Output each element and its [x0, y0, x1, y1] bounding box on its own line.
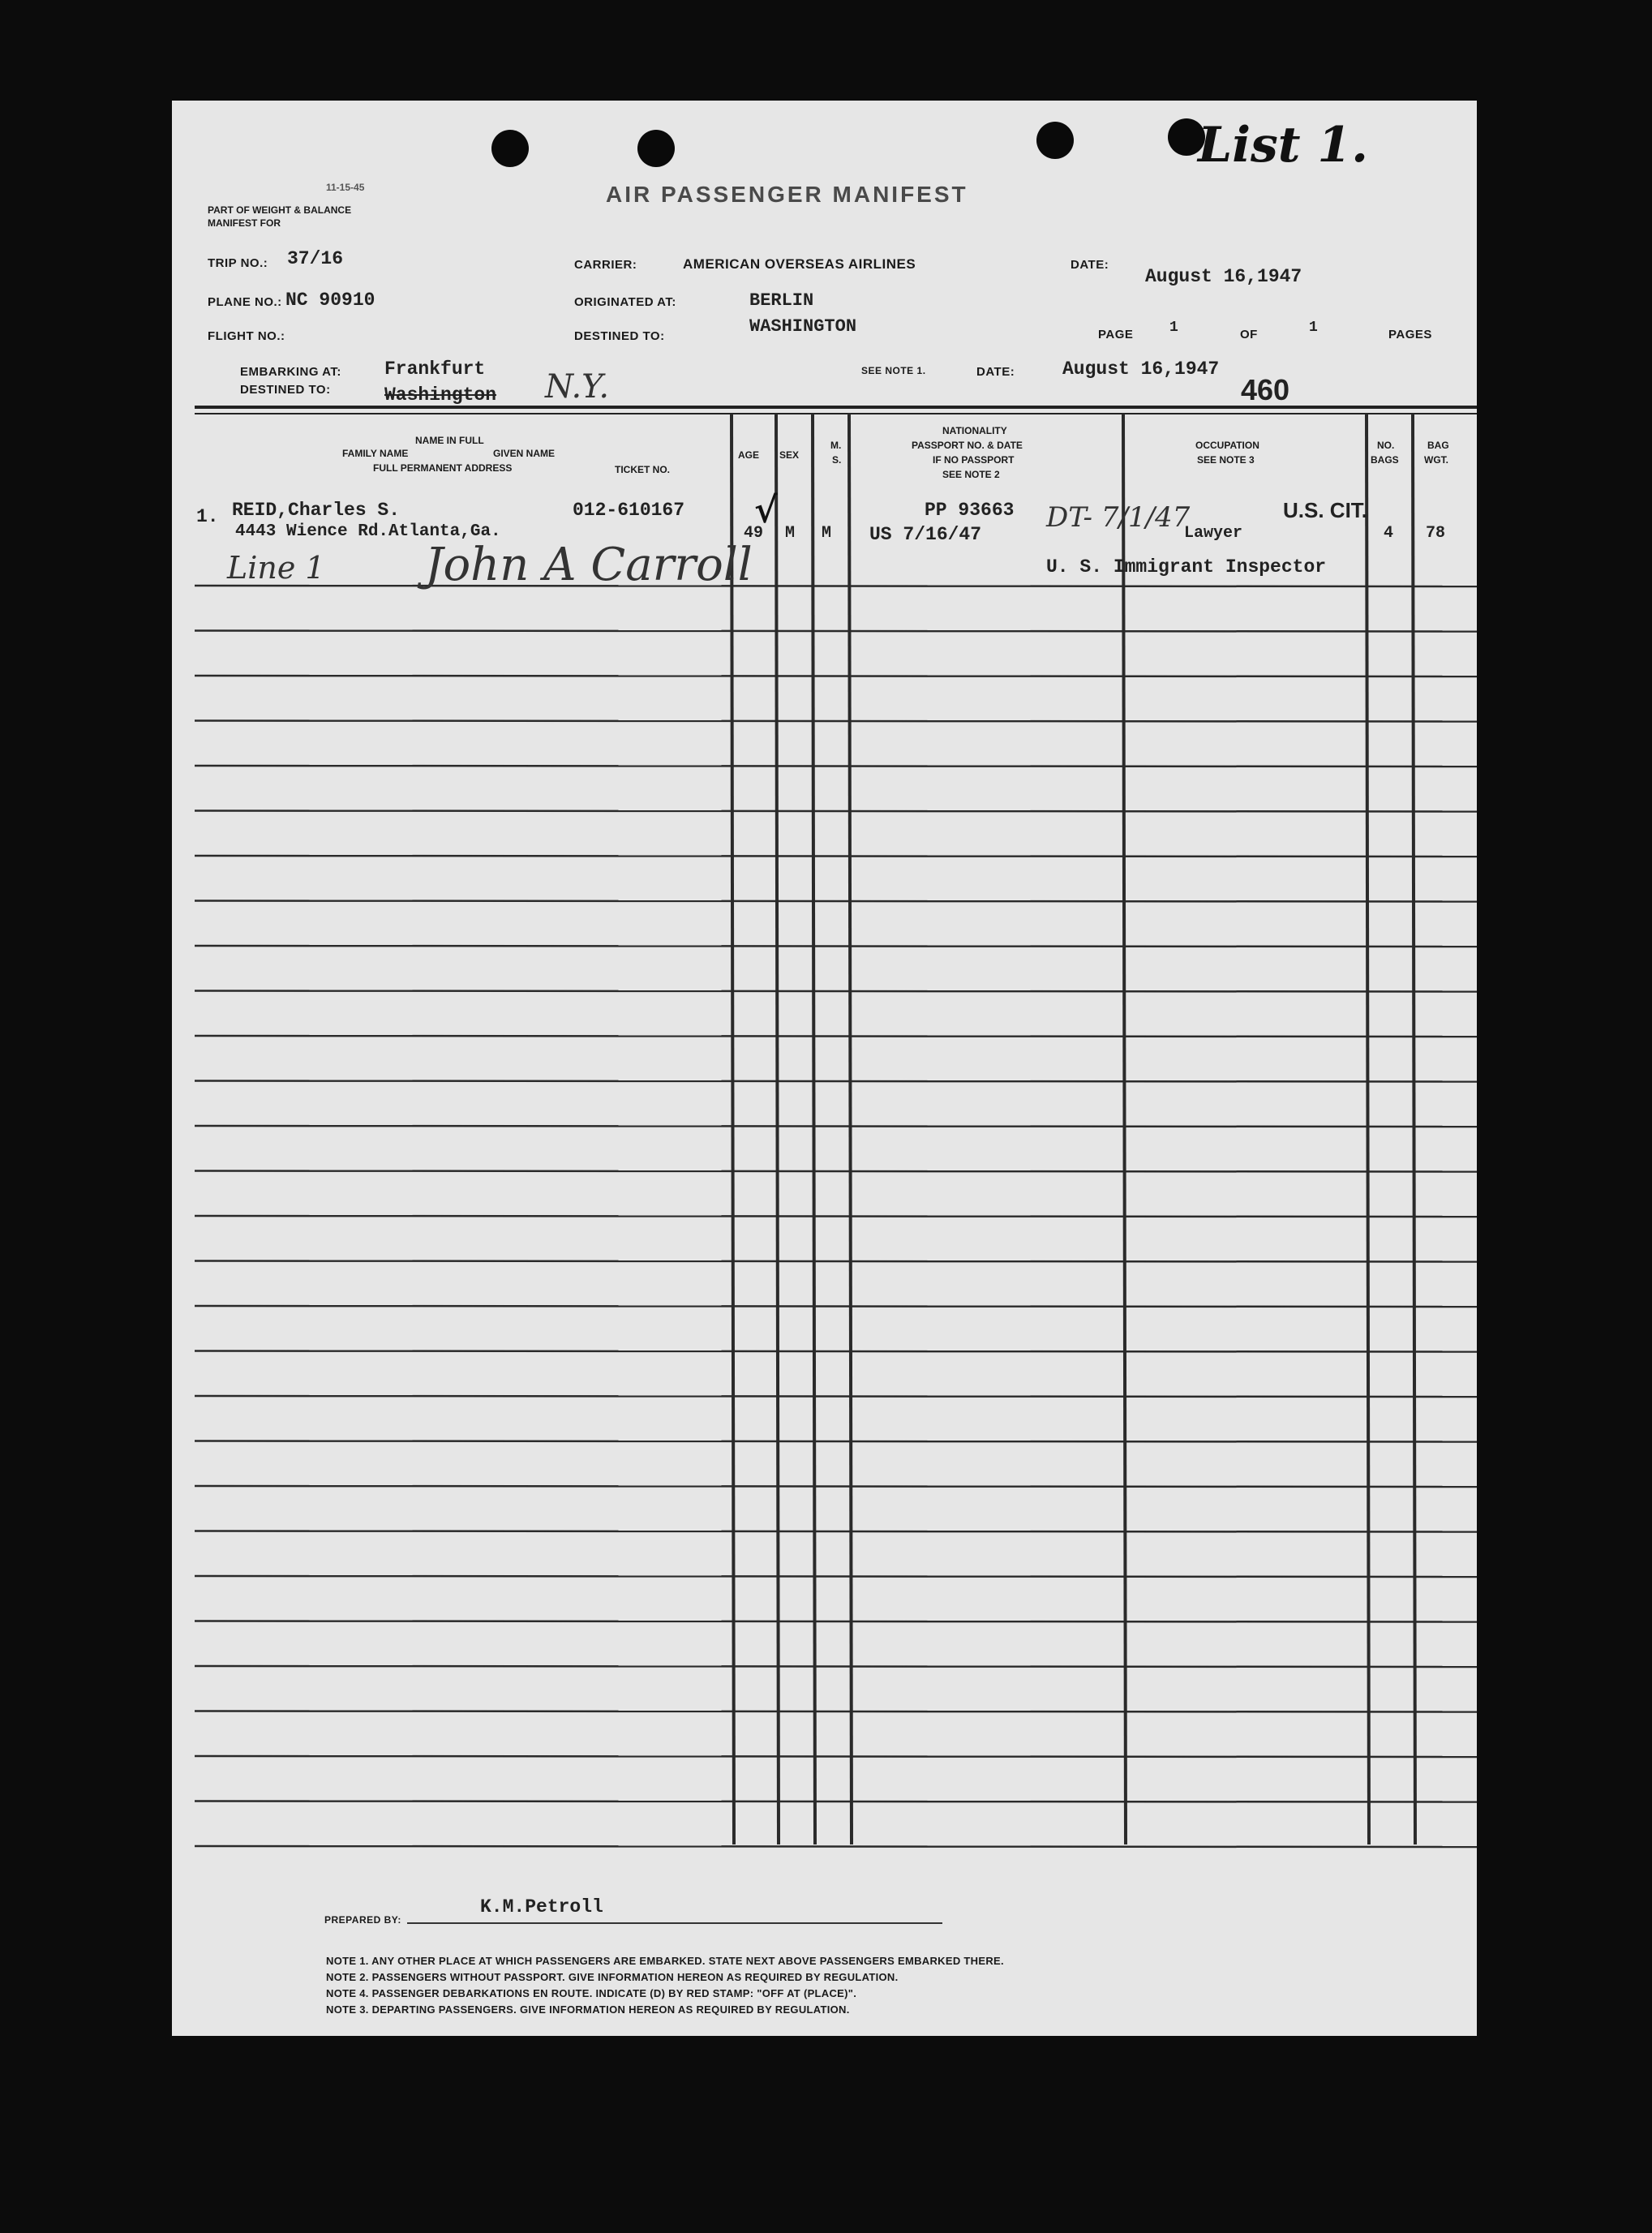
row-rule: [195, 631, 1477, 632]
row-rule: [195, 1801, 1477, 1802]
page-value: 1: [1169, 320, 1178, 336]
date-label: DATE:: [1071, 258, 1109, 272]
row-rule: [195, 1846, 1477, 1847]
ms-header-line2: S.: [832, 454, 842, 466]
row-rule: [195, 1171, 1477, 1172]
flight-label: FLIGHT NO.:: [208, 329, 285, 343]
prepared-by-label: PREPARED BY:: [324, 1914, 401, 1926]
nationality-header-2: PASSPORT NO. & DATE: [912, 440, 1023, 451]
passenger-bag-weight: 78: [1426, 524, 1446, 543]
name-header-address: FULL PERMANENT ADDRESS: [373, 462, 513, 474]
row-rule: [195, 991, 1477, 992]
destined2-value: Washington: [384, 384, 497, 406]
row-rule: [195, 946, 1477, 947]
bags-header-1: NO.: [1377, 440, 1395, 451]
row-rule: [195, 1081, 1477, 1082]
plane-label: PLANE NO.:: [208, 295, 282, 309]
sex-check-mark: √: [754, 490, 778, 531]
row-rule: [195, 1441, 1477, 1442]
passenger-marital: M: [822, 524, 832, 543]
row-rule: [195, 766, 1477, 767]
prepared-by-rule: [407, 1922, 942, 1924]
part-of-line2: MANIFEST FOR: [208, 217, 281, 229]
passenger-address: 4443 Wience Rd.Atlanta,Ga.: [235, 522, 501, 541]
note-4: NOTE 4. PASSENGER DEBARKATIONS EN ROUTE. INDICATE (D) BY RED STAMP: "OFF AT (PLACE)".: [326, 1987, 857, 1999]
row-rule: [195, 1621, 1477, 1622]
stamp-number: 460: [1241, 373, 1290, 406]
ms-header-line1: M.: [830, 440, 842, 451]
row-rule: [195, 1351, 1477, 1352]
passenger-passport: PP 93663: [925, 500, 1015, 521]
row-rule: [195, 1216, 1477, 1217]
row-rule: [195, 901, 1477, 902]
row-rule: [195, 1711, 1477, 1712]
inspector-title: U. S. Immigrant Inspector: [1046, 556, 1327, 578]
trip-label: TRIP NO.:: [208, 256, 268, 270]
occupation-header-2: SEE NOTE 3: [1197, 454, 1255, 466]
passenger-age: 49: [744, 524, 764, 543]
passenger-number: 1.: [196, 506, 219, 527]
of-value: 1: [1309, 320, 1318, 336]
see-note-label: SEE NOTE 1.: [861, 365, 926, 376]
nationality-header-1: NATIONALITY: [942, 425, 1007, 436]
row-rule: [195, 1486, 1477, 1487]
row-rule: [195, 1756, 1477, 1757]
row-rule: [195, 1666, 1477, 1667]
date2-label: DATE:: [976, 365, 1015, 379]
row-rule: [195, 1306, 1477, 1307]
weight-header-1: BAG: [1427, 440, 1449, 451]
name-header-given: GIVEN NAME: [493, 448, 556, 459]
row-rule: [195, 1126, 1477, 1127]
row-rule: [195, 811, 1477, 812]
carrier-label: CARRIER:: [574, 258, 637, 272]
row-rule: [195, 1531, 1477, 1532]
passenger-bags: 4: [1384, 524, 1394, 543]
manifest-page: [172, 101, 1477, 2036]
row-rule: [195, 1036, 1477, 1037]
passenger-occupation: Lawyer: [1184, 524, 1243, 543]
row-rule: [195, 1396, 1477, 1397]
embarking-label: EMBARKING AT:: [240, 365, 341, 379]
row-rules: [195, 586, 1477, 1847]
bags-header-2: BAGS: [1371, 454, 1399, 466]
column-rules: [732, 414, 1415, 1844]
note-2: NOTE 2. PASSENGERS WITHOUT PASSPORT. GIVE INFORMATION HEREON AS REQUIRED BY REGULATION.: [326, 1971, 899, 1983]
ticket-header: TICKET NO.: [615, 464, 670, 475]
page-title: AIR PASSENGER MANIFEST: [606, 182, 968, 207]
originated-label: ORIGINATED AT:: [574, 295, 676, 309]
pages-label: PAGES: [1388, 328, 1432, 341]
date2-value: August 16,1947: [1062, 359, 1220, 380]
of-label: OF: [1240, 328, 1258, 341]
form-code: 11-15-45: [326, 182, 365, 193]
destined-value: WASHINGTON: [749, 316, 857, 337]
passenger-sex: M: [785, 524, 796, 543]
prepared-by-value: K.M.Petroll: [480, 1896, 603, 1917]
row-rule: [195, 721, 1477, 722]
passenger-name: REID,Charles S.: [232, 500, 401, 521]
note-1: NOTE 1. ANY OTHER PLACE AT WHICH PASSENGERS ARE EMBARKED. STATE NEXT ABOVE PASSENGERS EMBARKED THERE.: [326, 1955, 1004, 1967]
nationality-header-4: SEE NOTE 2: [942, 469, 1000, 480]
name-header-family: FAMILY NAME: [342, 448, 409, 459]
inspector-signature: John A Carroll: [425, 539, 753, 591]
name-header-line1: NAME IN FULL: [415, 435, 484, 446]
manifest-grid: [172, 101, 1477, 2036]
sex-header: SEX: [779, 449, 800, 461]
passenger-citizenship: U.S. CIT.: [1283, 498, 1368, 522]
originated-value: BERLIN: [749, 290, 814, 311]
passenger-nationality-date: US 7/16/47: [869, 524, 982, 545]
row-rule: [195, 1576, 1477, 1577]
destined-label: DESTINED TO:: [574, 329, 665, 343]
nationality-header-3: IF NO PASSPORT: [933, 454, 1015, 466]
destined2-handwritten: N.Y.: [545, 368, 610, 406]
passenger-hand-note: DT- 7/1/47: [1046, 501, 1191, 534]
page-label: PAGE: [1098, 328, 1134, 341]
occupation-header-1: OCCUPATION: [1195, 440, 1259, 451]
part-of-line1: PART OF WEIGHT & BALANCE: [208, 204, 352, 216]
corner-list-mark: List 1.: [1198, 117, 1368, 174]
trip-value: 37/16: [287, 248, 344, 269]
row-rule: [195, 1261, 1477, 1262]
weight-header-2: WGT.: [1424, 454, 1448, 466]
note-3: NOTE 3. DEPARTING PASSENGERS. GIVE INFORMATION HEREON AS REQUIRED BY REGULATION.: [326, 2003, 850, 2016]
plane-value: NC 90910: [285, 290, 375, 311]
passenger-ticket: 012-610167: [573, 500, 685, 521]
date-value: August 16,1947: [1145, 266, 1302, 287]
age-header: AGE: [738, 449, 760, 461]
row-rule: [195, 856, 1477, 857]
carrier-value: AMERICAN OVERSEAS AIRLINES: [683, 256, 916, 272]
inspection-hand-line: Line 1: [227, 550, 325, 586]
embarking-value: Frankfurt: [384, 359, 486, 380]
destined2-label: DESTINED TO:: [240, 383, 331, 397]
